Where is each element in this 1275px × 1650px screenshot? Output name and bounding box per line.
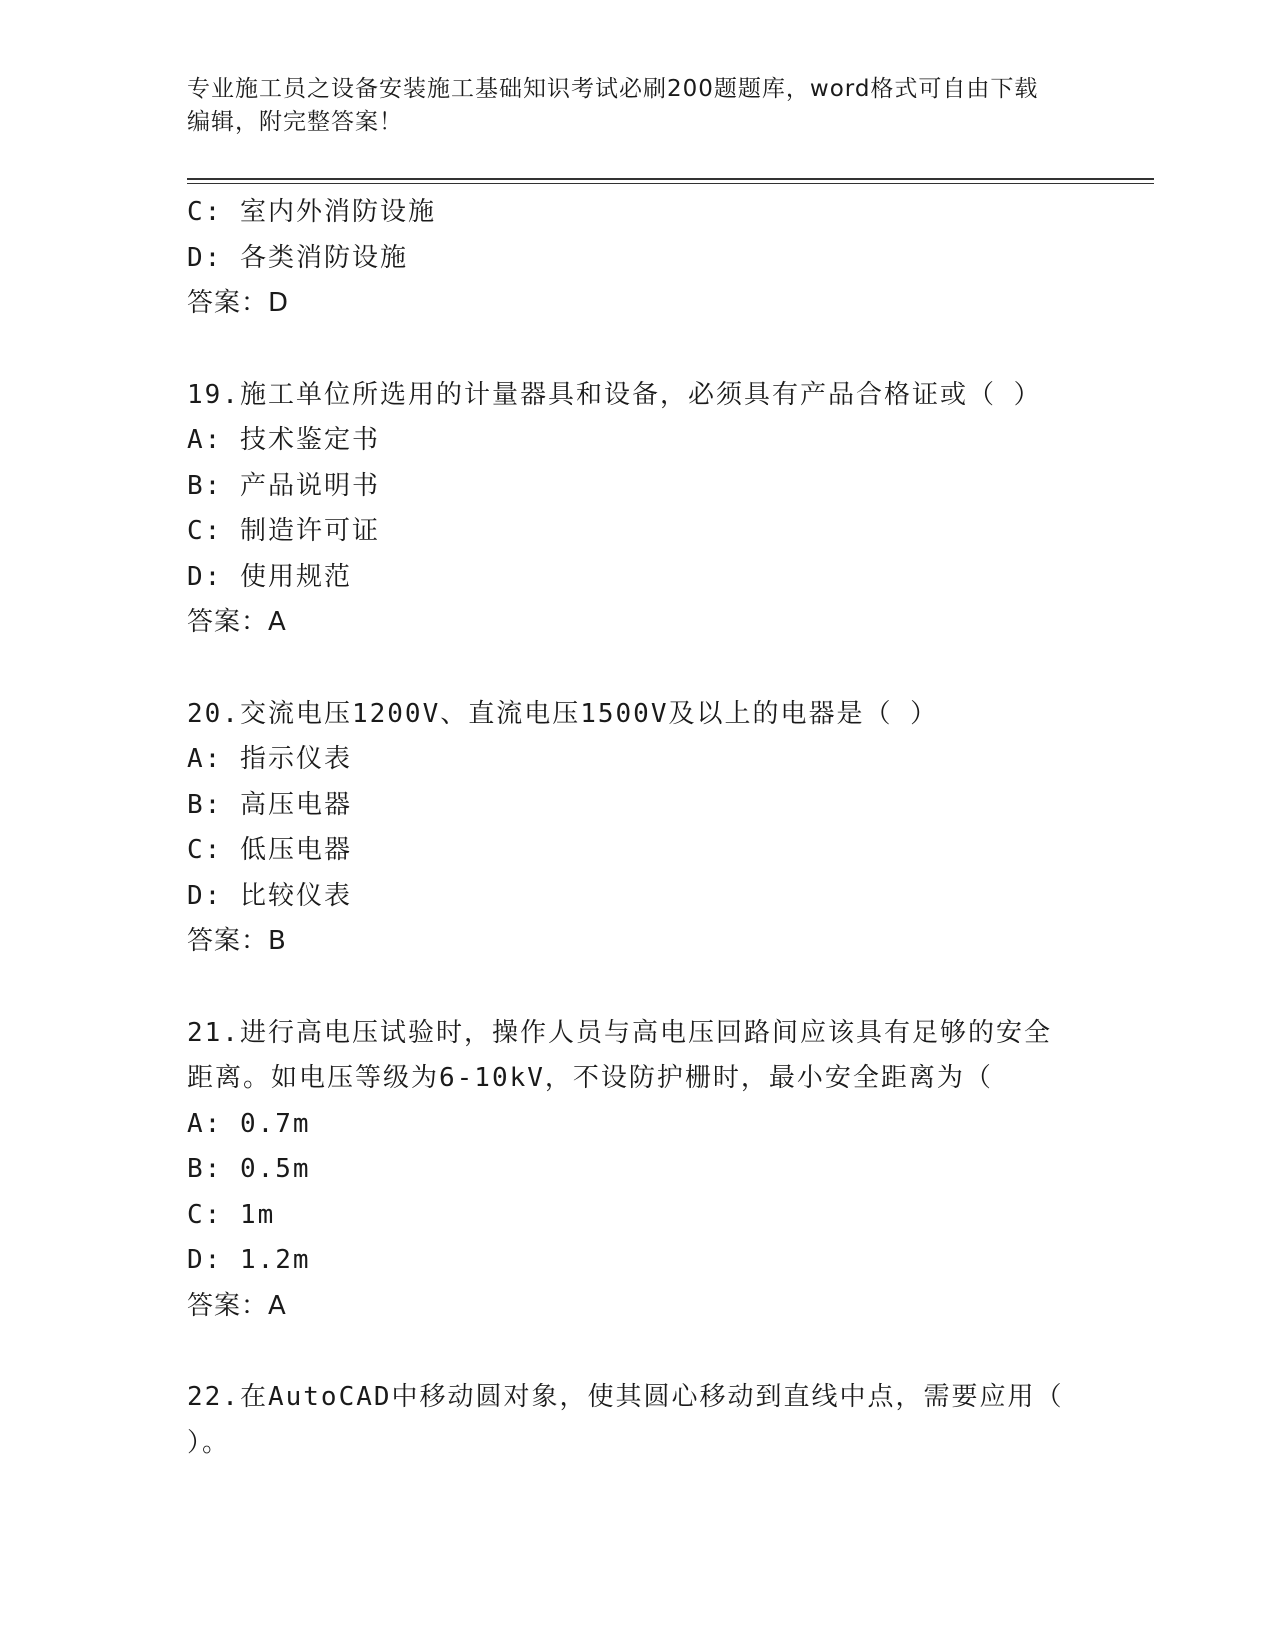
- question-text: 20.交流电压1200V、直流电压1500V及以上的电器是（ ）: [187, 698, 939, 729]
- option-a: A: 技术鉴定书: [187, 425, 380, 455]
- option-a: A: 0.7m: [187, 1108, 311, 1139]
- option-c: C: 制造许可证: [187, 516, 380, 546]
- question-text-line-2: 距离。如电压等级为6-10kV，不设防护栅时，最小安全距离为（: [187, 1063, 993, 1093]
- option-b: B: 高压电器: [187, 789, 352, 820]
- question-block-22: [187, 1375, 1107, 1466]
- question-block-19: [187, 373, 1107, 646]
- question-block-18-tail: [187, 190, 1107, 327]
- question-content: [187, 190, 1107, 1466]
- answer-line: 答案：D: [187, 288, 290, 318]
- option-a: A: 指示仪表: [187, 744, 352, 774]
- option-c: C: 1m: [187, 1199, 276, 1230]
- option-b: B: 0.5m: [187, 1154, 311, 1184]
- question-text-line-1: 21.进行高电压试验时，操作人员与高电压回路间应该具有足够的安全: [187, 1017, 1052, 1048]
- spacer: [187, 646, 1107, 692]
- answer-line: 答案：A: [187, 607, 287, 637]
- header-divider-thin: [187, 183, 1154, 184]
- option-d: D: 使用规范: [187, 561, 352, 592]
- option-b: B: 产品说明书: [187, 470, 380, 501]
- header-divider-thick: [187, 178, 1154, 180]
- spacer: [187, 1329, 1107, 1375]
- spacer: [187, 327, 1107, 373]
- spacer: [187, 965, 1107, 1011]
- option-d: D: 1.2m: [187, 1245, 311, 1275]
- question-block-21: [187, 1011, 1107, 1330]
- question-text-line-2: ）。: [187, 1427, 231, 1458]
- option-c: C: 室内外消防设施: [187, 197, 436, 227]
- option-d: D: 比较仪表: [187, 880, 352, 911]
- answer-line: 答案：B: [187, 926, 287, 956]
- option-d: D: 各类消防设施: [187, 242, 408, 273]
- option-c: C: 低压电器: [187, 835, 352, 865]
- header-title-line-2: 编辑，附完整答案！: [187, 109, 403, 135]
- document-header: [187, 73, 1087, 139]
- header-title-line-1: 专业施工员之设备安装施工基础知识考试必刷200题题库，word格式可自由下载: [187, 76, 1039, 102]
- answer-line: 答案：A: [187, 1290, 287, 1321]
- question-block-20: [187, 692, 1107, 965]
- question-text-line-1: 22.在AutoCAD中移动圆对象，使其圆心移动到直线中点，需要应用（: [187, 1382, 1064, 1412]
- question-text: 19.施工单位所选用的计量器具和设备，必须具有产品合格证或（ ）: [187, 379, 1042, 410]
